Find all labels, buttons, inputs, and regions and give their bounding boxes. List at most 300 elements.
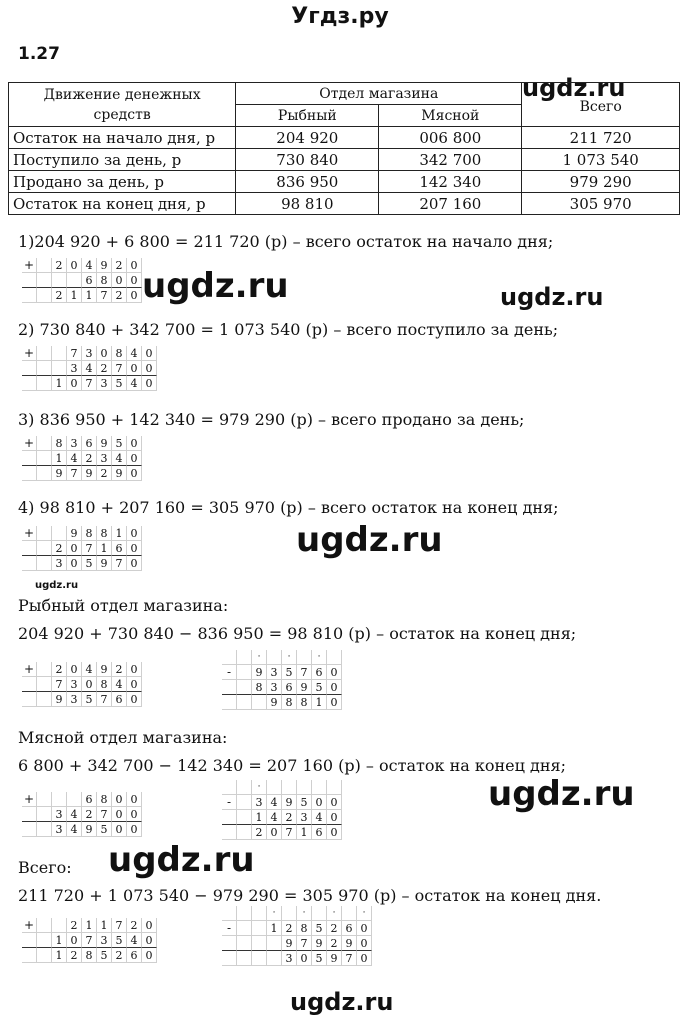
digit-cell: 0 xyxy=(127,361,142,376)
digit-cell xyxy=(237,951,252,966)
watermark: ugdz.ru xyxy=(142,266,289,306)
digit-cell xyxy=(252,951,267,966)
digit-cell: 6 xyxy=(112,692,127,707)
digit-cell xyxy=(37,822,52,837)
column-addition-2 xyxy=(22,346,157,391)
operation-sign: - xyxy=(222,665,237,680)
digit-cell: 4 xyxy=(82,662,97,677)
digit-cell xyxy=(22,541,37,556)
digit-cell: 4 xyxy=(82,258,97,273)
digit-cell: 0 xyxy=(127,556,142,571)
digit-cell: 5 xyxy=(97,822,112,837)
digit-cell: 0 xyxy=(67,556,82,571)
digit-cell: 9 xyxy=(327,951,342,966)
digit-cell xyxy=(37,526,52,541)
digit-cell: 0 xyxy=(67,662,82,677)
digit-cell: 3 xyxy=(67,677,82,692)
digit-cell: 3 xyxy=(252,795,267,810)
digit-cell: 8 xyxy=(252,680,267,695)
digit-cell: 1 xyxy=(52,948,67,963)
digit-cell: 9 xyxy=(97,556,112,571)
digit-cell: 0 xyxy=(127,541,142,556)
digit-cell xyxy=(22,361,37,376)
digit-cell: 0 xyxy=(127,288,142,303)
digit-cell xyxy=(22,451,37,466)
digit-cell xyxy=(222,906,237,921)
digit-cell xyxy=(297,780,312,795)
digit-cell: 6 xyxy=(312,825,327,840)
digit-cell: 6 xyxy=(342,921,357,936)
digit-cell: 5 xyxy=(112,436,127,451)
digit-cell: 1 xyxy=(112,526,127,541)
watermark: ugdz.ru xyxy=(35,580,79,591)
digit-cell: 0 xyxy=(67,376,82,391)
total-subtraction xyxy=(222,906,372,966)
digit-cell xyxy=(267,936,282,951)
operation-sign: + xyxy=(22,792,37,807)
equation-1: 1)204 920 + 6 800 = 211 720 (р) – всего остаток на начало дня; xyxy=(18,232,554,251)
digit-cell: 0 xyxy=(327,825,342,840)
digit-cell: 8 xyxy=(82,948,97,963)
digit-cell xyxy=(22,948,37,963)
digit-cell: 9 xyxy=(297,680,312,695)
digit-cell: 9 xyxy=(52,466,67,481)
digit-cell: 2 xyxy=(112,662,127,677)
digit-cell: 0 xyxy=(82,677,97,692)
watermark: ugdz.ru xyxy=(488,774,635,814)
digit-cell xyxy=(37,288,52,303)
digit-cell: 9 xyxy=(342,936,357,951)
digit-cell: 0 xyxy=(357,921,372,936)
operation-sign: + xyxy=(22,662,37,677)
digit-cell: 1 xyxy=(252,810,267,825)
digit-cell: 4 xyxy=(82,361,97,376)
digit-cell xyxy=(342,906,357,921)
digit-cell: 5 xyxy=(282,665,297,680)
digit-cell: 2 xyxy=(127,918,142,933)
watermark: ugdz.ru xyxy=(522,74,626,102)
digit-cell xyxy=(37,662,52,677)
digit-cell: 9 xyxy=(312,936,327,951)
digit-cell: 7 xyxy=(97,288,112,303)
equation-3: 3) 836 950 + 142 340 = 979 290 (р) – всего продано за день; xyxy=(18,410,525,429)
digit-cell xyxy=(237,680,252,695)
digit-cell xyxy=(312,906,327,921)
digit-cell xyxy=(22,466,37,481)
digit-cell xyxy=(37,376,52,391)
digit-cell: 7 xyxy=(112,918,127,933)
digit-cell: · xyxy=(312,650,327,665)
digit-cell: 0 xyxy=(327,795,342,810)
digit-cell: 3 xyxy=(67,361,82,376)
digit-cell: 3 xyxy=(267,680,282,695)
digit-cell: 8 xyxy=(97,273,112,288)
digit-cell: 2 xyxy=(112,258,127,273)
digit-cell: 6 xyxy=(82,436,97,451)
digit-cell: 8 xyxy=(297,921,312,936)
digit-cell: 0 xyxy=(327,810,342,825)
digit-cell: 7 xyxy=(82,933,97,948)
digit-cell: 5 xyxy=(97,948,112,963)
digit-cell xyxy=(37,948,52,963)
digit-cell: 9 xyxy=(97,436,112,451)
digit-cell: 0 xyxy=(312,795,327,810)
digit-cell: 8 xyxy=(282,695,297,710)
task-number: 1.27 xyxy=(18,44,60,64)
digit-cell: 8 xyxy=(97,526,112,541)
digit-cell xyxy=(37,466,52,481)
digit-cell: 3 xyxy=(282,951,297,966)
digit-cell: 4 xyxy=(127,376,142,391)
digit-cell: 2 xyxy=(327,936,342,951)
digit-cell: 5 xyxy=(112,376,127,391)
equation-2: 2) 730 840 + 342 700 = 1 073 540 (р) – всего поступило за день; xyxy=(18,320,559,339)
digit-cell: 9 xyxy=(82,466,97,481)
digit-cell xyxy=(37,918,52,933)
digit-cell: 4 xyxy=(127,346,142,361)
digit-cell xyxy=(312,780,327,795)
digit-cell: 2 xyxy=(112,288,127,303)
digit-cell: 7 xyxy=(297,665,312,680)
digit-cell xyxy=(237,695,252,710)
meat-addition xyxy=(22,792,142,837)
digit-cell: 0 xyxy=(142,918,157,933)
fish-subtraction xyxy=(222,650,342,710)
table-row: Продано за день, р 836 950 142 340 979 290 xyxy=(9,171,680,193)
digit-cell: 1 xyxy=(82,918,97,933)
watermark: ugdz.ru xyxy=(108,840,255,880)
digit-cell: 0 xyxy=(327,680,342,695)
watermark: ugdz.ru xyxy=(296,520,443,560)
digit-cell: 5 xyxy=(82,692,97,707)
digit-cell xyxy=(52,273,67,288)
digit-cell xyxy=(267,780,282,795)
digit-cell: 2 xyxy=(52,258,67,273)
digit-cell: 0 xyxy=(127,677,142,692)
digit-cell: 3 xyxy=(97,933,112,948)
digit-cell: 9 xyxy=(252,665,267,680)
digit-cell: 7 xyxy=(112,361,127,376)
digit-cell: 1 xyxy=(82,288,97,303)
digit-cell: 3 xyxy=(267,665,282,680)
digit-cell: · xyxy=(297,906,312,921)
digit-cell xyxy=(37,436,52,451)
digit-cell: 0 xyxy=(142,346,157,361)
digit-cell: 0 xyxy=(112,273,127,288)
digit-cell: 2 xyxy=(67,918,82,933)
digit-cell: 2 xyxy=(67,948,82,963)
digit-cell: 7 xyxy=(297,936,312,951)
digit-cell xyxy=(22,376,37,391)
digit-cell: 1 xyxy=(312,695,327,710)
digit-cell xyxy=(37,346,52,361)
digit-cell: 8 xyxy=(52,436,67,451)
digit-cell xyxy=(237,780,252,795)
digit-cell xyxy=(37,541,52,556)
digit-cell: 0 xyxy=(67,258,82,273)
digit-cell: 8 xyxy=(112,346,127,361)
digit-cell: 6 xyxy=(282,680,297,695)
digit-cell: 4 xyxy=(267,795,282,810)
digit-cell: · xyxy=(327,906,342,921)
digit-cell xyxy=(37,258,52,273)
operation-sign: + xyxy=(22,918,37,933)
digit-cell: 0 xyxy=(297,951,312,966)
digit-cell: 1 xyxy=(52,376,67,391)
digit-cell xyxy=(67,273,82,288)
digit-cell xyxy=(37,933,52,948)
digit-cell: 4 xyxy=(312,810,327,825)
digit-cell: 8 xyxy=(82,526,97,541)
digit-cell: 5 xyxy=(312,951,327,966)
digit-cell: 3 xyxy=(67,692,82,707)
digit-cell: 7 xyxy=(112,556,127,571)
digit-cell: 2 xyxy=(97,361,112,376)
digit-cell: 3 xyxy=(97,376,112,391)
digit-cell: 7 xyxy=(97,807,112,822)
digit-cell: · xyxy=(252,780,267,795)
digit-cell: 9 xyxy=(67,526,82,541)
digit-cell: 0 xyxy=(142,361,157,376)
digit-cell: 8 xyxy=(297,695,312,710)
operation-sign: + xyxy=(22,436,37,451)
digit-cell: 0 xyxy=(127,807,142,822)
digit-cell: 3 xyxy=(82,346,97,361)
digit-cell: 7 xyxy=(67,346,82,361)
table-row: Остаток на начало дня, р 204 920 006 800 211 720 xyxy=(9,127,680,149)
digit-cell: 3 xyxy=(297,810,312,825)
digit-cell: 0 xyxy=(127,273,142,288)
digit-cell xyxy=(327,780,342,795)
digit-cell xyxy=(237,665,252,680)
digit-cell xyxy=(37,692,52,707)
operation-sign: + xyxy=(22,526,37,541)
operation-sign: + xyxy=(22,258,37,273)
digit-cell xyxy=(252,921,267,936)
digit-cell: 2 xyxy=(52,288,67,303)
header-department: Отдел магазина xyxy=(236,83,522,105)
digit-cell xyxy=(237,906,252,921)
digit-cell: 0 xyxy=(357,936,372,951)
digit-cell: 5 xyxy=(312,680,327,695)
digit-cell: 0 xyxy=(127,526,142,541)
digit-cell xyxy=(22,677,37,692)
digit-cell: 9 xyxy=(97,258,112,273)
digit-cell: 0 xyxy=(127,436,142,451)
digit-cell: 0 xyxy=(327,665,342,680)
finance-table xyxy=(8,82,680,215)
digit-cell: 0 xyxy=(67,541,82,556)
digit-cell: 7 xyxy=(52,677,67,692)
digit-cell: 3 xyxy=(52,807,67,822)
digit-cell xyxy=(37,677,52,692)
digit-cell: 0 xyxy=(267,825,282,840)
column-addition-4 xyxy=(22,526,142,571)
digit-cell: 3 xyxy=(52,822,67,837)
digit-cell: 6 xyxy=(82,792,97,807)
digit-cell: 7 xyxy=(82,541,97,556)
digit-cell xyxy=(67,792,82,807)
digit-cell: 0 xyxy=(127,451,142,466)
meat-subtraction xyxy=(222,780,342,840)
digit-cell: 0 xyxy=(112,807,127,822)
digit-cell xyxy=(22,556,37,571)
digit-cell: 0 xyxy=(127,258,142,273)
column-addition-3 xyxy=(22,436,142,481)
digit-cell xyxy=(252,906,267,921)
equation-4: 4) 98 810 + 207 160 = 305 970 (р) – всего остаток на конец дня; xyxy=(18,498,559,517)
digit-cell: · xyxy=(267,906,282,921)
digit-cell: 4 xyxy=(67,822,82,837)
digit-cell: 3 xyxy=(97,451,112,466)
digit-cell: 4 xyxy=(67,807,82,822)
digit-cell: 0 xyxy=(112,822,127,837)
total-heading: Всего: xyxy=(18,858,72,877)
digit-cell xyxy=(22,692,37,707)
digit-cell: 2 xyxy=(82,807,97,822)
digit-cell xyxy=(37,556,52,571)
digit-cell xyxy=(52,346,67,361)
digit-cell: 1 xyxy=(52,451,67,466)
digit-cell xyxy=(282,780,297,795)
header-total: Всего xyxy=(522,83,680,127)
digit-cell: 2 xyxy=(52,541,67,556)
digit-cell xyxy=(222,695,237,710)
digit-cell: 9 xyxy=(282,936,297,951)
digit-cell xyxy=(222,936,237,951)
digit-cell: 0 xyxy=(127,662,142,677)
site-title: Угдз.ру xyxy=(291,4,389,29)
digit-cell xyxy=(22,273,37,288)
digit-cell: 5 xyxy=(312,921,327,936)
digit-cell: 9 xyxy=(97,662,112,677)
digit-cell xyxy=(237,810,252,825)
digit-cell: 9 xyxy=(282,795,297,810)
total-addition xyxy=(22,918,157,963)
digit-cell: 0 xyxy=(97,346,112,361)
digit-cell: 4 xyxy=(127,933,142,948)
digit-cell: 7 xyxy=(97,692,112,707)
digit-cell: 1 xyxy=(297,825,312,840)
column-addition-1 xyxy=(22,258,142,303)
digit-cell: 0 xyxy=(142,948,157,963)
digit-cell: 2 xyxy=(327,921,342,936)
digit-cell: 2 xyxy=(52,662,67,677)
watermark: ugdz.ru xyxy=(290,988,394,1016)
digit-cell xyxy=(222,680,237,695)
digit-cell: 2 xyxy=(97,466,112,481)
digit-cell: 0 xyxy=(327,695,342,710)
digit-cell xyxy=(222,810,237,825)
digit-cell xyxy=(37,792,52,807)
digit-cell: 0 xyxy=(357,951,372,966)
digit-cell xyxy=(37,451,52,466)
digit-cell: 9 xyxy=(52,692,67,707)
digit-cell: 7 xyxy=(82,376,97,391)
digit-cell: 6 xyxy=(82,273,97,288)
digit-cell xyxy=(237,825,252,840)
digit-cell: 0 xyxy=(142,933,157,948)
digit-cell xyxy=(52,918,67,933)
digit-cell xyxy=(237,936,252,951)
digit-cell xyxy=(237,921,252,936)
digit-cell xyxy=(37,361,52,376)
digit-cell: 0 xyxy=(127,466,142,481)
digit-cell: 0 xyxy=(142,376,157,391)
digit-cell: 9 xyxy=(82,822,97,837)
digit-cell xyxy=(327,650,342,665)
digit-cell: 9 xyxy=(112,466,127,481)
digit-cell xyxy=(267,951,282,966)
digit-cell: 5 xyxy=(112,933,127,948)
meat-equation: 6 800 + 342 700 − 142 340 = 207 160 (р) – остаток на конец дня; xyxy=(18,756,566,775)
digit-cell: 2 xyxy=(252,825,267,840)
digit-cell: 6 xyxy=(127,948,142,963)
table-row: Остаток на конец дня, р 98 810 207 160 305 970 xyxy=(9,193,680,215)
fish-equation: 204 920 + 730 840 − 836 950 = 98 810 (р) – остаток на конец дня; xyxy=(18,624,577,643)
digit-cell: 2 xyxy=(82,451,97,466)
digit-cell: 3 xyxy=(67,436,82,451)
digit-cell: 0 xyxy=(127,692,142,707)
digit-cell xyxy=(252,695,267,710)
digit-cell xyxy=(267,650,282,665)
digit-cell: 4 xyxy=(267,810,282,825)
digit-cell: 6 xyxy=(112,541,127,556)
digit-cell xyxy=(52,361,67,376)
digit-cell xyxy=(222,951,237,966)
digit-cell: 2 xyxy=(282,921,297,936)
digit-cell xyxy=(282,906,297,921)
digit-cell: 3 xyxy=(52,556,67,571)
digit-cell xyxy=(22,933,37,948)
fish-heading: Рыбный отдел магазина: xyxy=(18,596,229,615)
digit-cell xyxy=(22,807,37,822)
digit-cell: 7 xyxy=(342,951,357,966)
header-fish: Рыбный xyxy=(236,105,379,127)
digit-cell: · xyxy=(357,906,372,921)
digit-cell xyxy=(52,792,67,807)
digit-cell: 7 xyxy=(67,466,82,481)
digit-cell: · xyxy=(282,650,297,665)
digit-cell xyxy=(252,936,267,951)
digit-cell: 2 xyxy=(112,948,127,963)
digit-cell xyxy=(237,795,252,810)
digit-cell: 8 xyxy=(97,677,112,692)
digit-cell xyxy=(22,822,37,837)
digit-cell: 9 xyxy=(267,695,282,710)
total-equation: 211 720 + 1 073 540 − 979 290 = 305 970 (р) – остаток на конец дня. xyxy=(18,886,602,905)
digit-cell xyxy=(222,650,237,665)
digit-cell xyxy=(222,780,237,795)
digit-cell: · xyxy=(252,650,267,665)
digit-cell: 0 xyxy=(127,822,142,837)
digit-cell: 6 xyxy=(312,665,327,680)
fish-addition xyxy=(22,662,142,707)
digit-cell: 4 xyxy=(112,677,127,692)
digit-cell xyxy=(37,273,52,288)
digit-cell xyxy=(222,825,237,840)
digit-cell: 7 xyxy=(282,825,297,840)
digit-cell: 4 xyxy=(112,451,127,466)
digit-cell: 8 xyxy=(97,792,112,807)
digit-cell xyxy=(52,526,67,541)
digit-cell xyxy=(22,288,37,303)
digit-cell: 1 xyxy=(267,921,282,936)
header-movement: Движение денежных средств xyxy=(9,83,236,127)
digit-cell: 1 xyxy=(67,288,82,303)
digit-cell: 0 xyxy=(112,792,127,807)
digit-cell: 0 xyxy=(127,792,142,807)
